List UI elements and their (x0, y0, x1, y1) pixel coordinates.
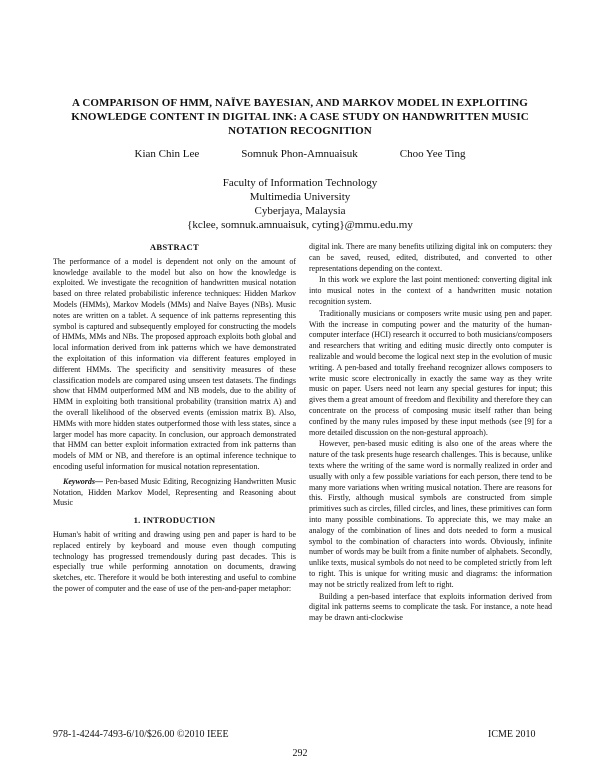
affiliation-university: Multimedia University (249, 191, 351, 203)
author-list (60, 148, 540, 160)
abstract-text: The performance of a model is dependent not only on the amount of knowledge available to the model but also on how the knowledge is exploited. We investigate the recognition of handwritten musical notation based on three related probabilistic inference techniques: Hidden Markov Models (HMMs), Markov Models (MMs) and Naïve Bayes (NBs). Music notes are written on a tablet. A sequence of ink patterns representing this symbol is captured and subsequently employed for constructing the models of HMMs, MMs and NBs. The proposed approach exploits both global and local information derived from ink patterns which we have demonstrated the exploitation of this information via different features employed in different HMMs. The specificity and sensitivity measures of these classification models are compared using unseen test datasets. The findings show that HMM outperformed MM and NB models, due to the ability of HMM in exploiting both transitional probability (transition matrix A) and the overall likelihood of the observed events (emission matrix B). Also, HMMs with more hidden states outperformed those with less states, since a larger model has more capacity. In conclusion, our approach demonstrated that HMM can better exploit information extracted from ink patterns than models of MM or NB, and therefore is an optimal inference technique to encoding useful information for musical notation representation. (53, 256, 296, 471)
conference-name: ICME 2010 (488, 729, 536, 740)
author-name: Choo Yee Ting (399, 148, 466, 160)
copyright-notice: 978-1-4244-7493-6/10/$26.00 ©2010 IEEE (53, 729, 229, 740)
abstract-heading: ABSTRACT (149, 242, 200, 252)
affiliation-location: Cyberjaya, Malaysia (254, 205, 346, 217)
keywords-text: Pen-based Music Editing, Recognizing Handwritten Music Notation, Hidden Markov Model, Representing and Reasoning about Music (53, 476, 296, 508)
body-paragraph: In this work we explore the last point mentioned: converting digital ink into musical notes in the context of a handwritten music notation recognition system. (309, 275, 552, 306)
body-paragraph: However, pen-based music editing is also one of the areas where the nature of the task presents huge research challenges. This is because, unlike texts where the writing of the same word is normally realized in order and usually with only a few possible variations for each person, there tend to be many more variations when writing musical notation. There are reasons for this. Firstly, although musical symbols are constructed from simple primitives such as circles, filled circles, and lines, these primitives can form into many possible combinations. To appreciate this, we may make an analogy of the combination of lines and dots needed to form a musical symbol to the combination of characters into words. Obviously, infinite number of words may be built from a finite number of alphabets. Secondly, unlike texts, musical symbols do not need to be completed strictly from left to right. This is unique for writing music and diagrams: the information may not be strictly realized from left to right. (309, 439, 552, 589)
affiliation-block (100, 176, 500, 232)
affiliation-faculty: Faculty of Information Technology (222, 177, 378, 189)
left-column (53, 242, 296, 596)
author-name: Somnuk Phon-Amnuaisuk (241, 148, 358, 160)
author-name: Kian Chin Lee (134, 148, 200, 160)
paper-title: A COMPARISON OF HMM, NAÏVE BAYESIAN, AND MARKOV MODEL IN EXPLOITING KNOWLEDGE CONTENT IN DIGITAL INK: A CASE STUDY ON HANDWRITTEN MUSIC NOTATION RECOGNITION (71, 97, 529, 137)
body-paragraph: Building a pen-based interface that exploits information derived from digital ink patterns seems to complicate the task. For instance, a note head may be drawn anti-clockwise (309, 591, 552, 623)
keywords-paragraph (53, 477, 296, 509)
introduction-heading: 1. INTRODUCTION (133, 515, 216, 526)
body-paragraph: digital ink. There are many benefits utilizing digital ink on computers: they can be saved, reused, edited, distributed, and converted to other representations depending on the context. (309, 242, 552, 273)
affiliation-emails: {kclee, somnuk.amnuaisuk, cyting}@mmu.edu.my (187, 219, 413, 231)
right-column (309, 242, 552, 625)
page-number: 292 (292, 748, 308, 759)
body-paragraph: Traditionally musicians or composers write music using pen and paper. With the increase in computing power and the maturity of the human-computer interface (HCI) research it occurred to both musicians/composers and researchers that writing and editing music directly onto computer is realizable and would become the logical next step in the evolution of music writing. A pen-based and totally freehand recognizer allows composers to write music score electronically in exactly the same way as they write music on paper. Users need not learn any special gestures for input; this gives them a great amount of freedom and flexibility and therefore they can concentrate on the process of composing music itself rather than being confined by the many rules imposed by these input methods (see [9] for a more detailed discussion on the non-gestural approach). (309, 308, 552, 437)
introduction-paragraph: Human's habit of writing and drawing using pen and paper is hard to be replaced entirely by keyboard and mouse even though computing technology has progressed tremendously during past decades. This is especially true while performing annotation on documents, drawing sketches, etc. Therefore it would be both interesting and useful to combine the power of computer and the ease of use of the pen-and-paper metaphor: (53, 529, 296, 593)
keywords-label: Keywords— (63, 476, 103, 486)
